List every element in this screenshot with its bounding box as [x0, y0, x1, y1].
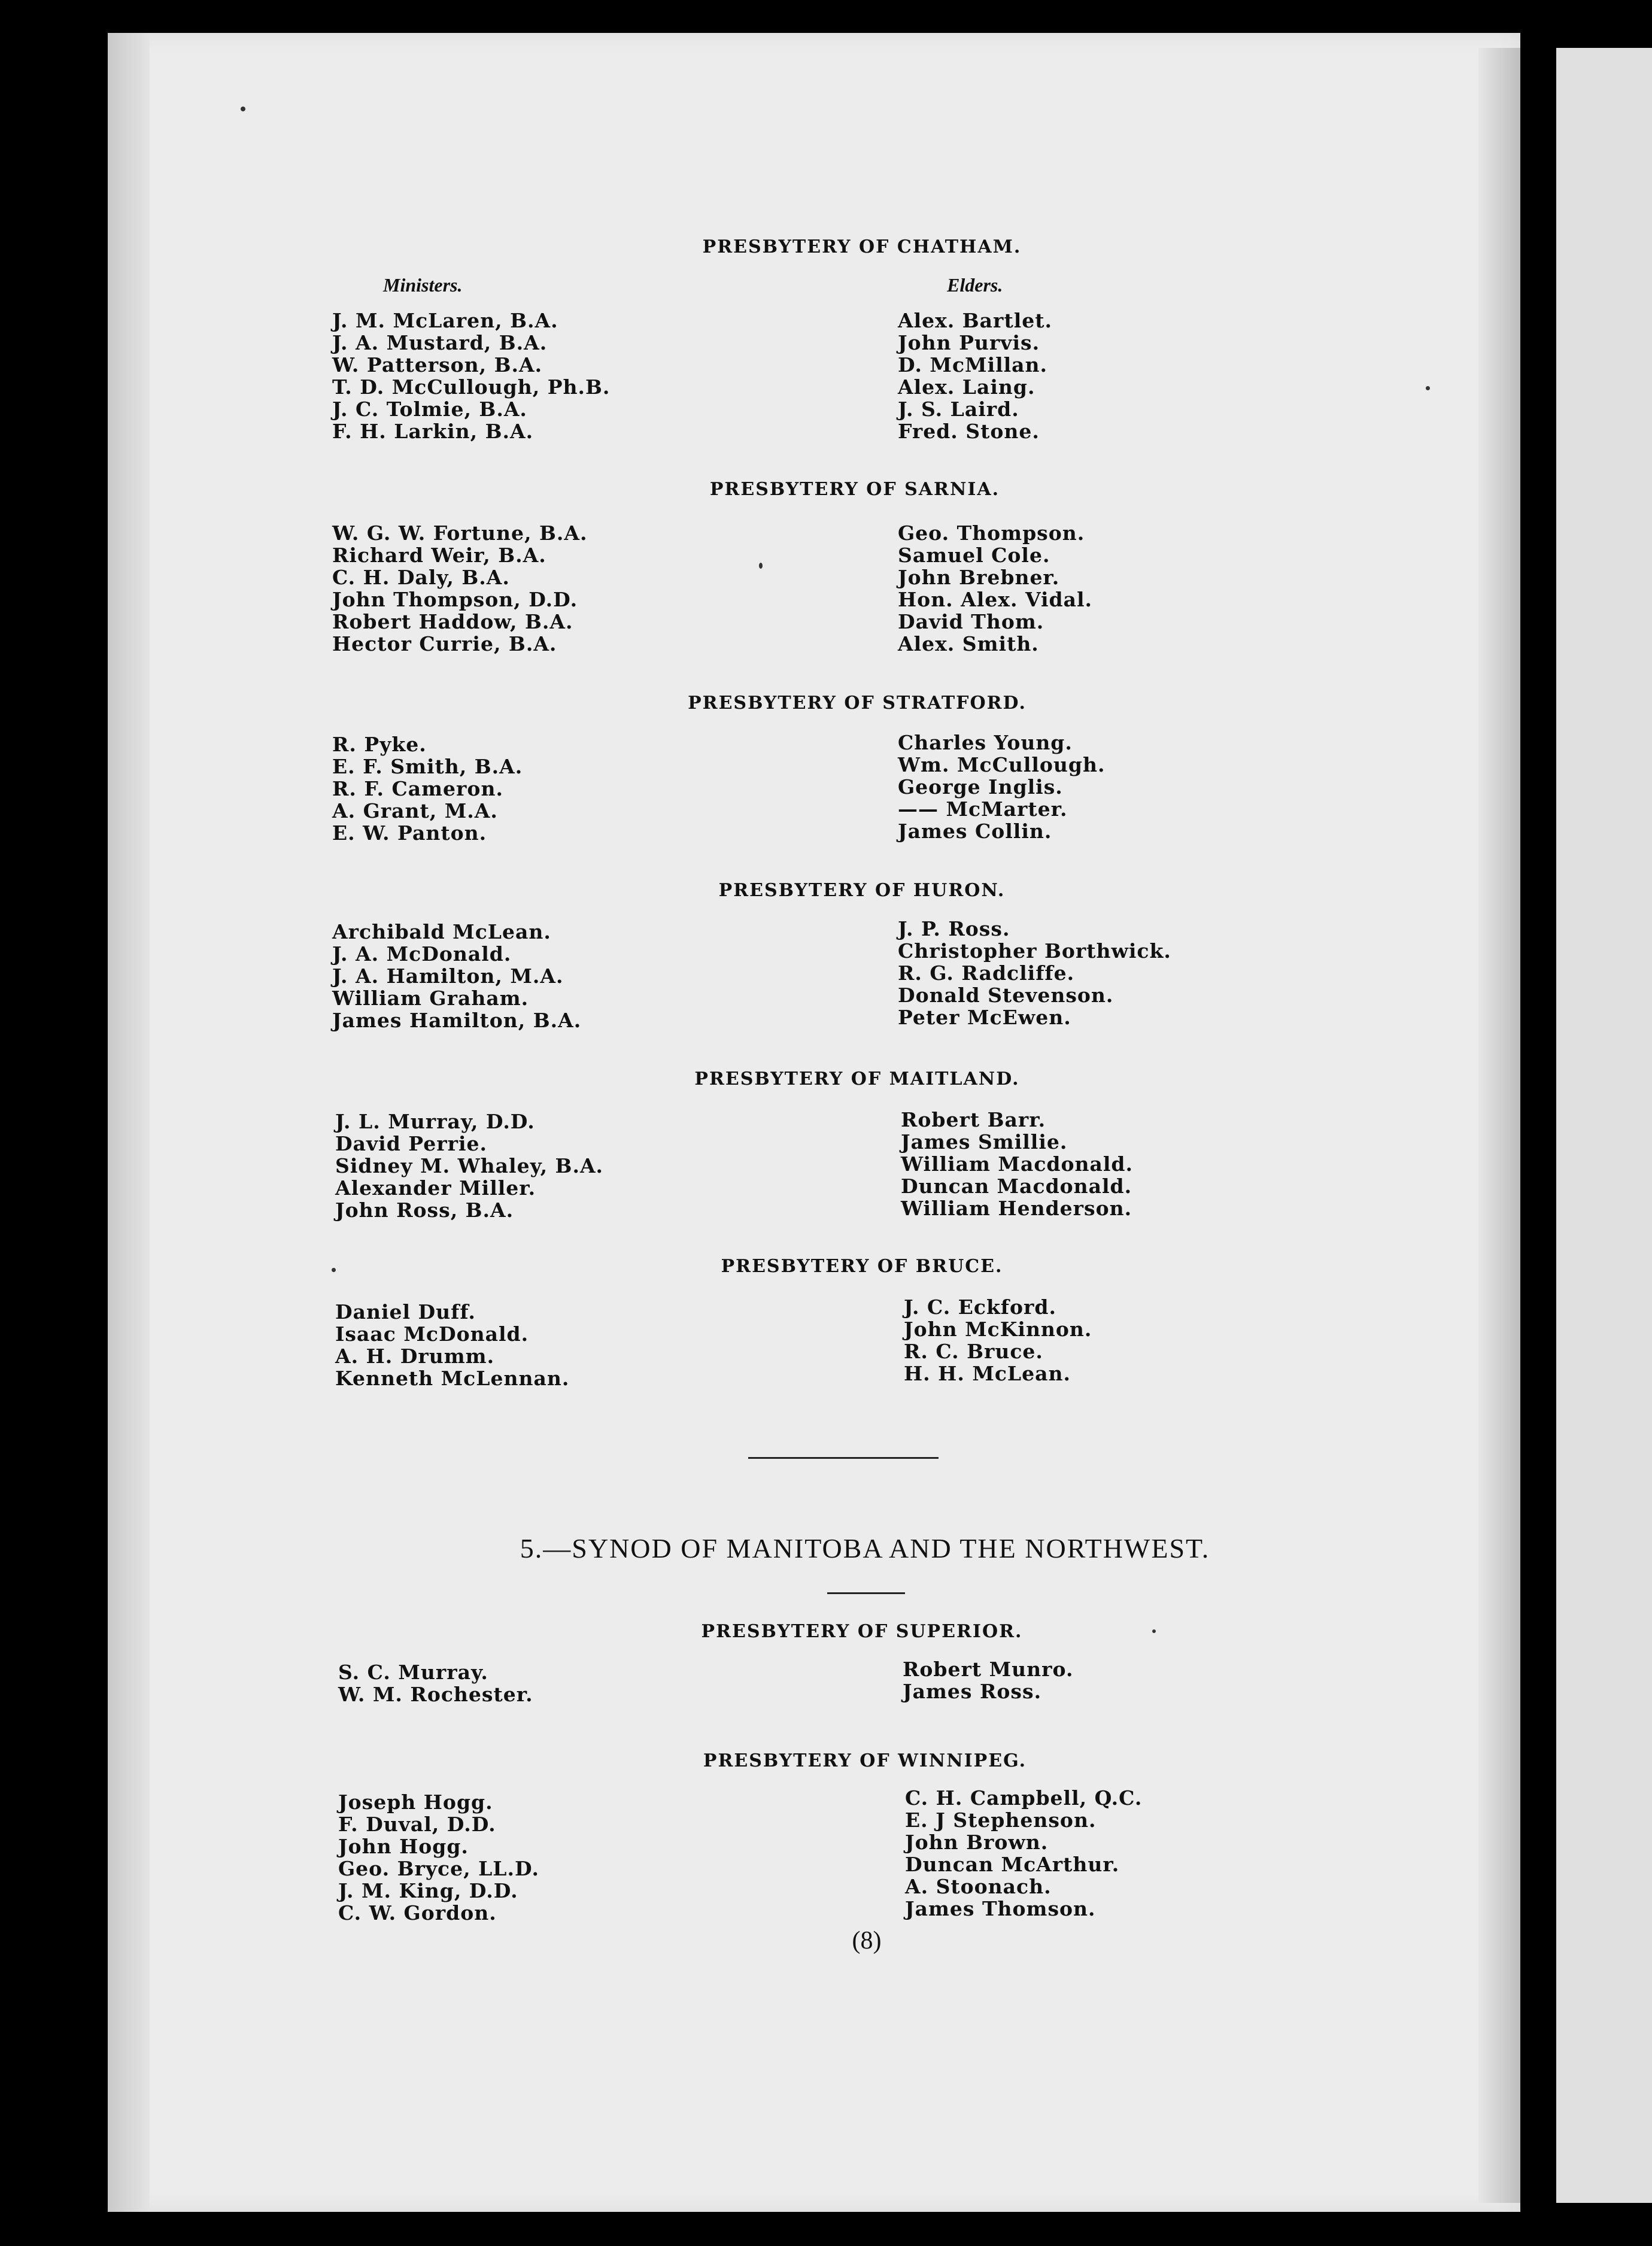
- minister-name: F. Duval, D.D.: [338, 1813, 496, 1836]
- elder-name: Donald Stevenson.: [898, 984, 1114, 1007]
- elder-name: Robert Barr.: [901, 1108, 1046, 1131]
- elder-name: Fred. Stone.: [898, 420, 1040, 443]
- speck: [759, 563, 763, 569]
- minister-name: E. W. Panton.: [332, 821, 487, 845]
- elder-name: Alex. Bartlet.: [898, 309, 1052, 332]
- elder-name: John McKinnon.: [904, 1318, 1092, 1341]
- synod-title: 5.—SYNOD OF MANITOBA AND THE NORTHWEST.: [520, 1533, 1210, 1564]
- elder-name: R. C. Bruce.: [904, 1340, 1043, 1363]
- elder-name: James Collin.: [898, 820, 1052, 843]
- ministers-list: [338, 1791, 539, 1924]
- elder-name: J. C. Eckford.: [904, 1295, 1056, 1319]
- minister-name: William Graham.: [332, 987, 529, 1010]
- presbytery-title: PRESBYTERY OF WINNIPEG.: [703, 1750, 1027, 1771]
- minister-name: A. Grant, M.A.: [332, 799, 498, 822]
- elder-name: E. J Stephenson.: [905, 1808, 1097, 1832]
- ministers-list: [332, 522, 587, 655]
- elder-name: Alex. Laing.: [898, 375, 1035, 399]
- speck: [332, 1268, 336, 1272]
- elder-name: A. Stoonach.: [905, 1875, 1052, 1898]
- minister-name: J. C. Tolmie, B.A.: [332, 397, 527, 421]
- minister-name: Daniel Duff.: [335, 1300, 476, 1324]
- minister-name: J. A. McDonald.: [332, 942, 512, 966]
- page-number: (8): [852, 1927, 882, 1954]
- elder-name: Duncan Macdonald.: [901, 1174, 1132, 1198]
- minister-name: A. H. Drumm.: [335, 1344, 495, 1368]
- elder-name: John Brebner.: [898, 566, 1060, 589]
- elder-name: William Macdonald.: [901, 1152, 1133, 1176]
- page-right-shadow: [1478, 48, 1520, 2203]
- ministers-column-header: Ministers.: [383, 274, 463, 296]
- minister-name: T. D. McCullough, Ph.B.: [332, 375, 611, 399]
- elders-list: [905, 1787, 1142, 1920]
- elder-name: Robert Munro.: [903, 1658, 1074, 1681]
- elder-name: James Ross.: [903, 1680, 1042, 1703]
- minister-name: John Thompson, D.D.: [332, 588, 578, 611]
- minister-name: Isaac McDonald.: [335, 1322, 529, 1346]
- presbytery-title: PRESBYTERY OF SARNIA.: [709, 479, 1000, 500]
- minister-name: C. H. Daly, B.A.: [332, 566, 510, 589]
- minister-name: Geo. Bryce, LL.D.: [338, 1857, 539, 1880]
- elder-name: Samuel Cole.: [898, 544, 1050, 567]
- minister-name: C. W. Gordon.: [338, 1901, 497, 1925]
- elders-list: [898, 309, 1052, 442]
- elder-name: Hon. Alex. Vidal.: [898, 588, 1092, 611]
- minister-name: W. G. W. Fortune, B.A.: [332, 521, 588, 545]
- elder-name: Alex. Smith.: [898, 632, 1039, 655]
- elder-name: David Thom.: [898, 610, 1044, 633]
- elder-name: D. McMillan.: [898, 353, 1048, 377]
- elders-column-header: Elders.: [947, 274, 1003, 296]
- speck: [1426, 386, 1430, 390]
- ministers-list: [332, 733, 523, 844]
- section-divider: [748, 1457, 939, 1459]
- elder-name: James Smillie.: [901, 1130, 1068, 1154]
- ministers-list: [335, 1301, 569, 1389]
- elder-name: J. P. Ross.: [898, 917, 1010, 940]
- speck: [1152, 1629, 1156, 1633]
- minister-name: S. C. Murray.: [338, 1661, 488, 1684]
- elder-name: John Brown.: [905, 1831, 1049, 1854]
- presbytery-title: PRESBYTERY OF HURON.: [718, 880, 1006, 901]
- minister-name: J. A. Mustard, B.A.: [332, 331, 548, 354]
- ministers-list: [332, 921, 581, 1031]
- elder-name: James Thomson.: [905, 1897, 1096, 1920]
- minister-name: Robert Haddow, B.A.: [332, 610, 573, 633]
- minister-name: James Hamilton, B.A.: [332, 1009, 582, 1032]
- elder-name: Charles Young.: [898, 731, 1073, 754]
- elder-name: J. S. Laird.: [898, 397, 1019, 421]
- minister-name: R. Pyke.: [332, 733, 427, 756]
- page-left-shadow: [108, 33, 150, 2212]
- minister-name: J. L. Murray, D.D.: [335, 1110, 535, 1133]
- elder-name: Christopher Borthwick.: [898, 939, 1171, 963]
- ministers-list: [335, 1110, 603, 1221]
- elders-list: [901, 1109, 1133, 1219]
- minister-name: E. F. Smith, B.A.: [332, 755, 523, 778]
- elders-list: [898, 732, 1105, 842]
- minister-name: John Ross, B.A.: [335, 1198, 514, 1222]
- document-page: [108, 33, 1520, 2212]
- minister-name: J. M. McLaren, B.A.: [332, 309, 558, 332]
- elder-name: —— McMarter.: [898, 797, 1068, 821]
- speck: [241, 107, 245, 111]
- elder-name: William Henderson.: [901, 1197, 1132, 1220]
- elders-list: [904, 1296, 1092, 1385]
- elder-name: John Purvis.: [898, 331, 1040, 354]
- minister-name: J. M. King, D.D.: [338, 1879, 518, 1902]
- elder-name: Duncan McArthur.: [905, 1853, 1120, 1876]
- synod-underline: [827, 1592, 905, 1594]
- minister-name: Sidney M. Whaley, B.A.: [335, 1154, 604, 1177]
- elder-name: C. H. Campbell, Q.C.: [905, 1786, 1143, 1810]
- minister-name: David Perrie.: [335, 1132, 487, 1155]
- elders-list: [898, 918, 1171, 1028]
- presbytery-title: PRESBYTERY OF SUPERIOR.: [701, 1621, 1023, 1642]
- elders-list: [903, 1658, 1073, 1702]
- minister-name: W. M. Rochester.: [338, 1683, 533, 1706]
- minister-name: W. Patterson, B.A.: [332, 353, 543, 377]
- elder-name: Wm. McCullough.: [898, 753, 1106, 776]
- minister-name: Kenneth McLennan.: [335, 1367, 570, 1390]
- minister-name: Hector Currie, B.A.: [332, 632, 557, 655]
- adjacent-page-fragment: [1556, 48, 1652, 2203]
- elder-name: Peter McEwen.: [898, 1006, 1071, 1029]
- minister-name: Archibald McLean.: [332, 920, 551, 943]
- elder-name: H. H. McLean.: [904, 1362, 1071, 1385]
- minister-name: F. H. Larkin, B.A.: [332, 420, 534, 443]
- minister-name: John Hogg.: [338, 1835, 469, 1858]
- minister-name: R. F. Cameron.: [332, 777, 503, 800]
- minister-name: Richard Weir, B.A.: [332, 544, 546, 567]
- ministers-list: [332, 309, 610, 442]
- presbytery-title: PRESBYTERY OF BRUCE.: [721, 1256, 1003, 1277]
- ministers-list: [338, 1661, 533, 1705]
- elder-name: Geo. Thompson.: [898, 521, 1085, 545]
- minister-name: J. A. Hamilton, M.A.: [332, 964, 564, 988]
- presbytery-title: PRESBYTERY OF STRATFORD.: [688, 693, 1027, 714]
- elders-list: [898, 522, 1092, 655]
- elder-name: R. G. Radcliffe.: [898, 961, 1075, 985]
- elder-name: George Inglis.: [898, 775, 1063, 799]
- presbytery-title: PRESBYTERY OF CHATHAM.: [702, 236, 1022, 257]
- minister-name: Alexander Miller.: [335, 1176, 536, 1200]
- minister-name: Joseph Hogg.: [338, 1790, 493, 1814]
- presbytery-title: PRESBYTERY OF MAITLAND.: [694, 1069, 1020, 1089]
